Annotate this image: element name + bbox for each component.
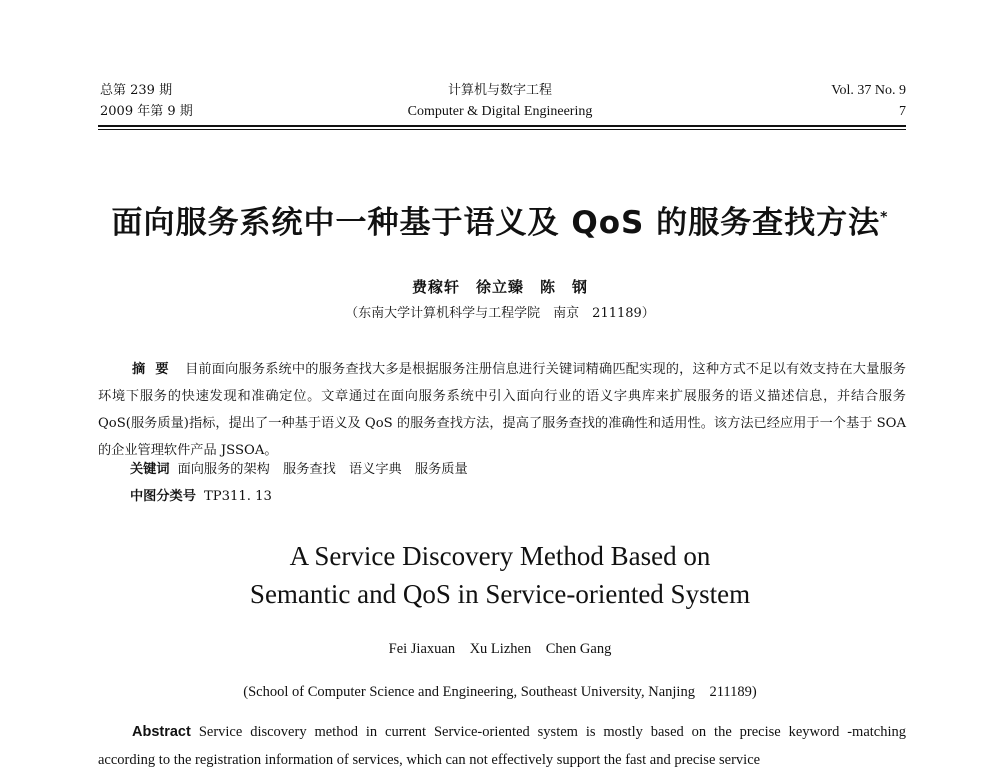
- abstract-cn: [98, 356, 906, 464]
- authors-cn: 费稼轩 徐立臻 陈 钢: [411, 278, 588, 296]
- affiliation-cn: （东南大学计算机科学与工程学院 南京 211189）: [345, 306, 655, 321]
- paper-title-en: [0, 537, 1000, 613]
- authors-en: Fei Jiaxuan Xu Lizhen Chen Gang: [388, 641, 612, 657]
- header-rule-thick: [98, 125, 906, 127]
- classification-cn: [130, 485, 272, 504]
- header-total-issue: 总第 239 期: [100, 83, 173, 98]
- header-journal: [300, 80, 700, 122]
- title-en-line2: Semantic and QoS in Service-oriented System: [249, 579, 751, 609]
- header-rule-thin: [98, 129, 906, 130]
- affiliation-en: (School of Computer Science and Engineering, Southeast University, Nanjing 211189): [243, 684, 757, 700]
- keywords-cn-value: 面向服务的架构 服务查找 语义字典 服务质量: [177, 462, 468, 477]
- header-year-issue: 2009 年第 9 期: [100, 104, 193, 119]
- abstract-en: [98, 718, 906, 774]
- abstract-en-text: Service discovery method in current Service-oriented system is mostly based on the precise keyword -matching according to the registration information of services, which can not effectively support the fast and precise service: [98, 724, 906, 768]
- journal-name-en: Computer & Digital Engineering: [407, 104, 593, 119]
- abstract-en-label: Abstract: [132, 724, 191, 740]
- abstract-cn-label: 摘要: [132, 362, 179, 377]
- keywords-cn-label: 关键词: [130, 462, 170, 477]
- classification-cn-label: 中图分类号: [130, 489, 196, 504]
- abstract-cn-text: 目前面向服务系统中的服务查找大多是根据服务注册信息进行关键词精确匹配实现的，这种方式不足以有效支持在大量服务环境下服务的快速发现和准确定位。文章通过在面向服务系统中引入面向行业的语义字典库来扩展服务的语义描述信息，并结合服务 QoS(服务质量)指标，提出了一种基于语义及 QoS 的服务查找方法，提高了服务查找的准确性和适用性。该方法已经应用于一个基于 SOA 的企业管理软件产品 JSSOA。: [98, 362, 906, 458]
- header-issue-info: [100, 80, 193, 122]
- title-footnote-mark: *: [880, 209, 889, 226]
- keywords-cn: [130, 458, 468, 477]
- classification-cn-value: TP311. 13: [203, 489, 272, 504]
- header-volume-info: [831, 80, 906, 122]
- page-number: 7: [899, 104, 906, 119]
- title-cn-text: 面向服务系统中一种基于语义及 QoS 的服务查找方法: [111, 205, 881, 241]
- journal-name-cn: 计算机与数字工程: [447, 83, 552, 98]
- paper-title-cn: [0, 197, 1000, 242]
- volume-number: Vol. 37 No. 9: [831, 83, 906, 98]
- title-en-line1: A Service Discovery Method Based on: [289, 541, 711, 571]
